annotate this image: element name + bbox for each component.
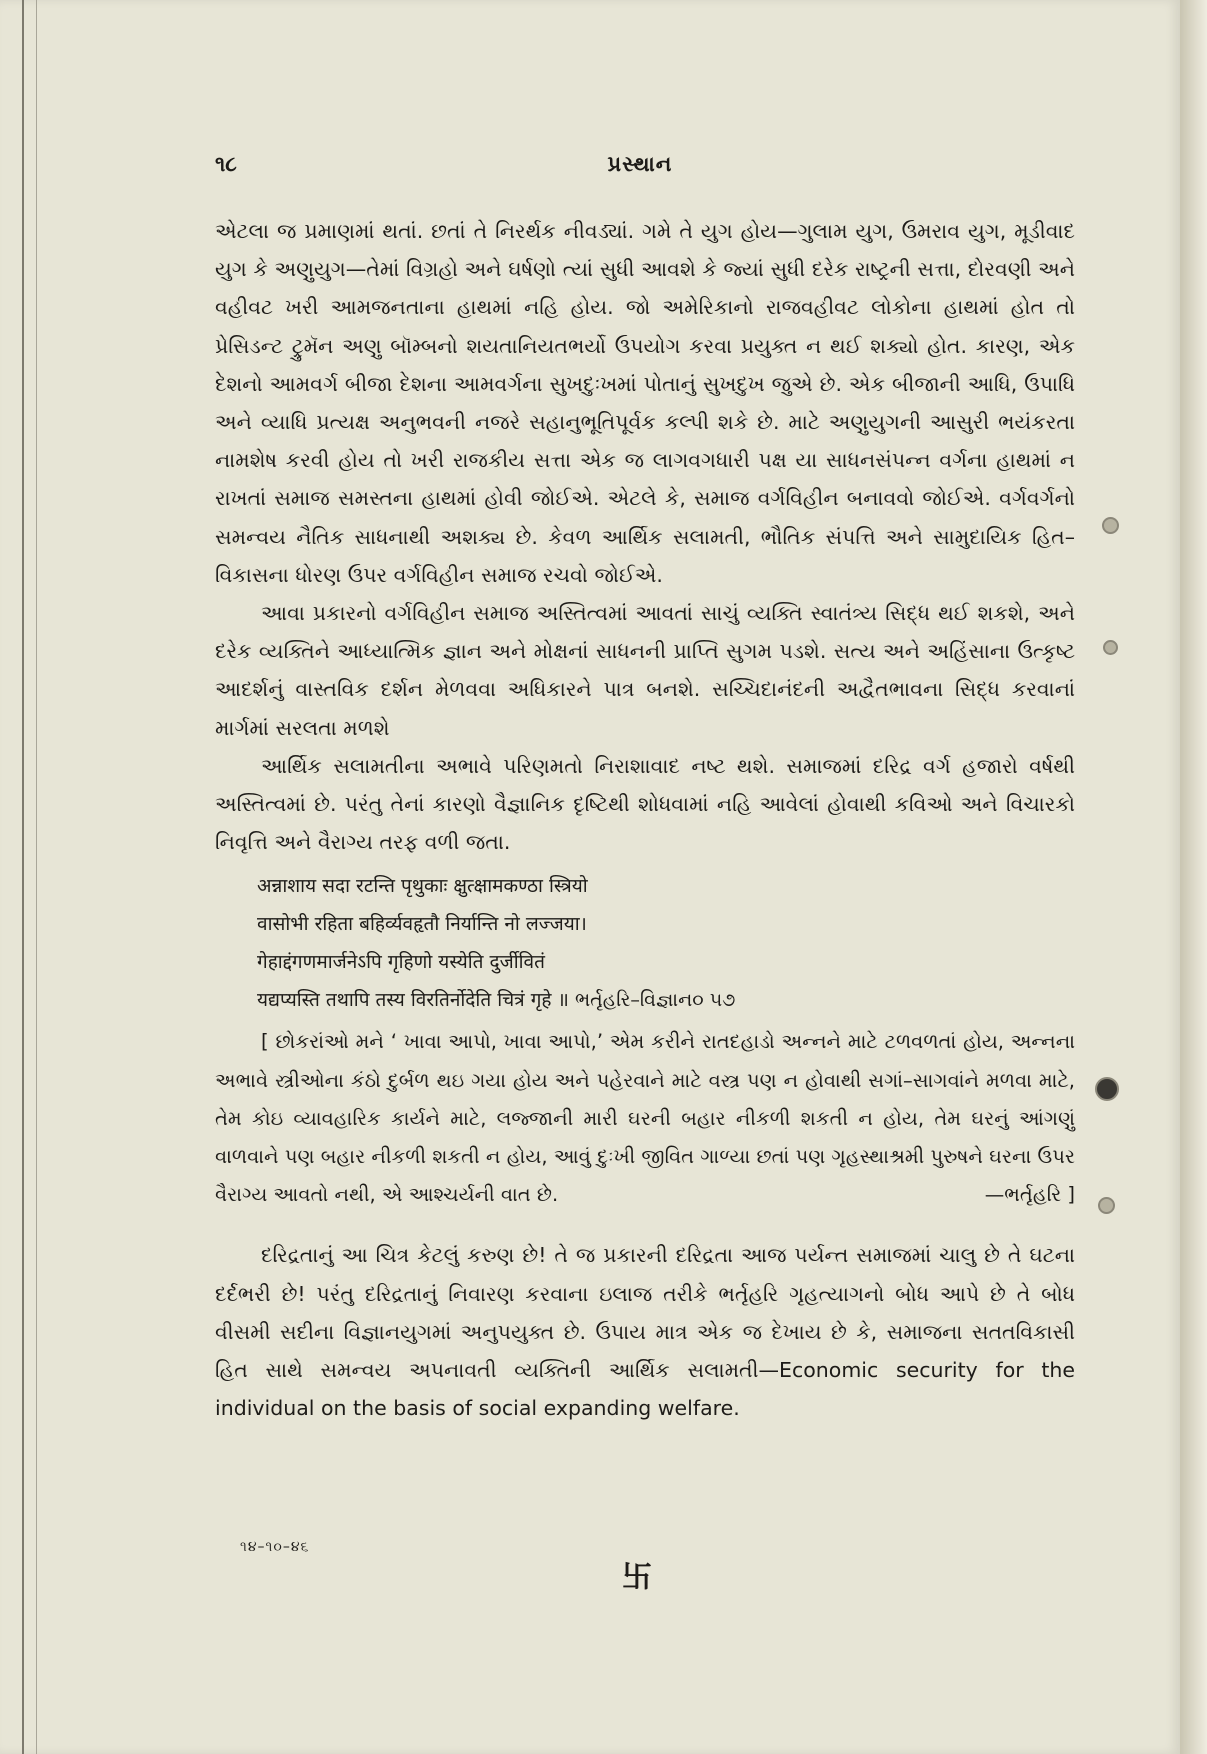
paragraph: આવા પ્રકારનો વર્ગવિહીન સમાજ અસ્તિત્વમાં આવતાં સાચું વ્યક્તિ સ્વાતંત્ર્ય સિદ્ધ થઈ શકશે, અને દરેક વ્યક્તિને આધ્યાત્મિક જ્ઞાન અને મોક્ષનાં સાધનની પ્રાપ્તિ સુગમ પડશે. સત્ય અને અહિંસાના ઉત્કૃષ્ટ આદર્શનું વાસ્તવિક દર્શન મેળવવા અધિકારને પાત્ર બનશે. સચ્ચિદાનંદની અદ્વૈતભાવના સિદ્ધ કરવાનાં માર્ગમાં સરલતા મળશે — [215, 601, 1075, 740]
punch-hole — [1103, 640, 1118, 655]
closing-english: Economic security for the individual on the basis of social expanding welfare. — [215, 1358, 1076, 1421]
verse-text: यद्यप्यस्ति तथापि तस्य विरतिर्नोदेति चित्रं गृहे ॥ — [257, 989, 569, 1012]
page-number: ૧૮ — [215, 152, 237, 176]
swastika-symbol: 卐 — [622, 1560, 652, 1595]
verse-line: अन्नाशाय सदा रटन्ति पृथुकाः क्षुत्क्षामकण्ठा स्त्रियो — [257, 875, 588, 898]
verse-citation: ભર્તૃહરિ–વિજ્ઞાન૦ ૫૭ — [574, 989, 736, 1012]
verse-line — [257, 981, 1075, 1019]
paragraph: એટલા જ પ્રમાણમાં થતાં. છતાં તે નિરર્થક નીવડ્યાં. ગમે તે યુગ હોય—ગુલામ યુગ, ઉમરાવ યુગ, મૂડીવાદ યુગ કે અણુયુગ—તેમાં વિગ્રહો અને ઘર્ષણો ત્યાં સુધી આવશે કે જ્યાં સુધી દરેક રાષ્ટ્રની સત્તા, દોરવણી અને વહીવટ ખરી આમજનતાના હાથમાં નહિ હોય. જો અમેરિકાનો રાજવહીવટ લોકોના હાથમાં હોત તો પ્રેસિડન્ટ ટ્રુમૅન અણુ બૉમ્બનો શયતાનિયતભર્યો ઉપયોગ કરવા પ્રયુક્ત ન થઈ શક્યો હોત. કારણ, એક દેશનો આમવર્ગ બીજા દેશના આમવર્ગના સુખદુઃખમાં પોતાનું સુખદુખ જુએ છે. એક બીજાની આધિ, ઉપાધિ અને વ્યાધિ પ્રત્યક્ષ અનુભવની નજરે સહાનુભૂતિપૂર્વક કલ્પી શકે છે. માટે અણુયુગની આસુરી ભયંકરતા નામશેષ કરવી હોય તો ખરી રાજકીય સત્તા એક જ લાગવગધારી પક્ષ યા સાધનસંપન્ન વર્ગના હાથમાં ન રાખતાં સમાજ સમસ્તના હાથમાં હોવી જોઈએ. એટલે કે, સમાજ વર્ગવિહીન બનાવવો જોઈએ. વર્ગવર્ગનો સમન્વય નૈતિક સાધનાથી અશક્ય છે. કેવળ આર્થિક સલામતી, ભૌતિક સંપત્તિ અને સામુદાયિક હિત–વિકાસના ધોરણ ઉપર વર્ગવિહીન સમાજ રચવો જોઈએ. — [215, 219, 1075, 587]
punch-hole — [1102, 517, 1119, 534]
verse-line: गेहाद्दंगणमार्जनेऽपि गृहिणो यस्येति दुर्जीवितं — [257, 951, 545, 974]
paragraph: આર્થિક સલામતીના અભાવે પરિણમતો નિરાશાવાદ નષ્ટ થશે. સમાજમાં દરિદ્ર વર્ગ હજારો વર્ષથી અસ્તિત્વમાં છે. પરંતુ તેનાં કારણો વૈજ્ઞાનિક દૃષ્ટિથી શોધવામાં નહિ આવેલાં હોવાથી કવિઓ અને વિચારકો નિવૃત્તિ અને વૈરાગ્ય તરફ વળી જતા. — [215, 753, 1075, 855]
closing-gujarati: દરિદ્રતાનું આ ચિત્ર કેટલું કરુણ છે! તે જ પ્રકારની દરિદ્રતા આજ પર્યન્ત સમાજમાં ચાલુ છે તે ઘટના દર્દભરી છે! પરંતુ દરિદ્રતાનું નિવારણ કરવાના ઇલાજ તરીકે ભર્તૃહરિ ગૃહત્યાગનો બોધ આપે છે તે બોધ વીસમી સદીના વિજ્ઞાનયુગમાં અનુપયુક્ત છે. ઉપાય માત્ર એક જ દેખાય છે કે, સમાજના સતતવિકાસી હિત સાથે સમન્વય અપનાવતી વ્યક્તિની આર્થિક સલામતી— — [215, 1243, 1075, 1383]
punch-hole — [1098, 1197, 1115, 1214]
page-header — [215, 152, 1065, 182]
verse-translation — [215, 1023, 1075, 1214]
verse-line: वासोभी रहिता बहिर्व्यवहृतौ निर्यान्ति नो लज्जया। — [257, 913, 587, 936]
date: ૧૪–૧૦–૪૬ — [240, 1539, 310, 1555]
closing-paragraph — [215, 1236, 1075, 1427]
binding-line-inner — [36, 0, 37, 1754]
running-title: પ્રસ્થાન — [607, 152, 673, 176]
page-edge — [1180, 0, 1207, 1754]
translation-author: —ભર્તૃહરિ ] — [984, 1183, 1075, 1207]
punch-hole — [1095, 1077, 1119, 1101]
article-body — [215, 212, 1075, 1427]
translation-text: [ છોકરાંઓ મને ‘ ખાવા આપો, ખાવા આપો,’ એમ કરીને રાતદહાડો અન્નને માટે ટળવળતાં હોય, અન્નના અભાવે સ્ત્રીઓના કંઠો દુર્બળ થઇ ગયા હોય અને પહેરવાને માટે વસ્ત્ર પણ ન હોવાથી સગાં–સાગવાંને મળવા માટે, તેમ કોઇ વ્યાવહારિક કાર્યને માટે, લજ્જાની મારી ઘરની બહાર નીકળી શકતી ન હોય, તેમ ઘરનું આંગણું વાળવાને પણ બહાર નીકળી શકતી ન હોય, આવું દુઃખી જીવિત ગાળ્યા છતાં પણ ગૃહસ્થાશ્રમી પુરુષને ઘરના ઉપર વૈરાગ્ય આવતો નથી, એ આશ્ચર્યની વાત છે. — [215, 1030, 1075, 1207]
binding-line — [22, 0, 24, 1754]
sanskrit-verse — [257, 867, 1075, 1019]
